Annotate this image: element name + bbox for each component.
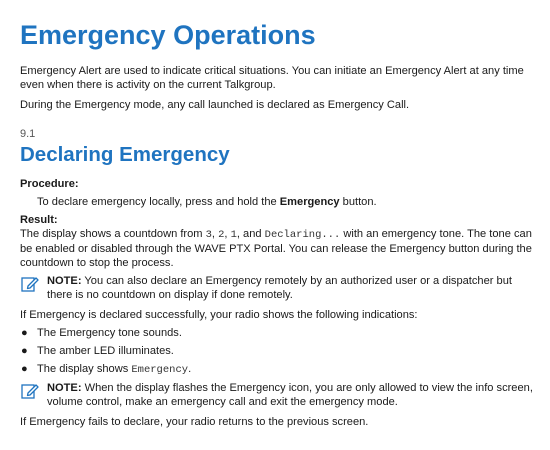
intro-paragraph-2: During the Emergency mode, any call launched is declared as Emergency Call.: [20, 99, 410, 111]
procedure-text: To declare emergency locally, press and hold the Emergency button.: [37, 196, 377, 208]
note-pencil-icon: [21, 275, 39, 293]
note-pencil-icon: [21, 382, 39, 400]
note-remote-declaration: NOTE: You can also declare an Emergency remotely by an authorized user or a dispatcher but there is no countdown on display if done remotely.: [20, 274, 540, 302]
success-text: If Emergency is declared successfully, your radio shows the following indications:: [20, 309, 418, 321]
document-page: [20, 20, 540, 429]
page-title: Emergency Operations: [20, 20, 316, 50]
indications-list: [20, 326, 540, 377]
procedure-label: Procedure:: [20, 178, 79, 190]
result-label: Result:: [20, 214, 58, 226]
section-title: Declaring Emergency: [20, 143, 230, 166]
emergency-button-term: Emergency: [279, 196, 340, 208]
intro-paragraph-1: Emergency Alert are used to indicate critical situations. You can initiate an Emergency Alert at any time even when there is activity on the current Talkgroup.: [20, 65, 524, 91]
fail-text: If Emergency fails to declare, your radio returns to the previous screen.: [20, 416, 369, 428]
note-emergency-icon: NOTE: When the display flashes the Emergency icon, you are only allowed to view the info screen, volume control, make an emergency call and exit the emergency mode.: [20, 381, 540, 409]
list-item: ● The display shows Emergency.: [21, 363, 192, 376]
result-text: The display shows a countdown from 3, 2, 1, and Declaring... with an emergency tone. The tone can be enabled or disabled through the WAVE PTX Portal. You can release the Emergency button during the countdown to stop the process.: [20, 228, 532, 269]
section-number: 9.1: [20, 128, 36, 140]
list-item: ● The Emergency tone sounds.: [21, 327, 182, 339]
list-item: ● The amber LED illuminates.: [21, 345, 174, 357]
